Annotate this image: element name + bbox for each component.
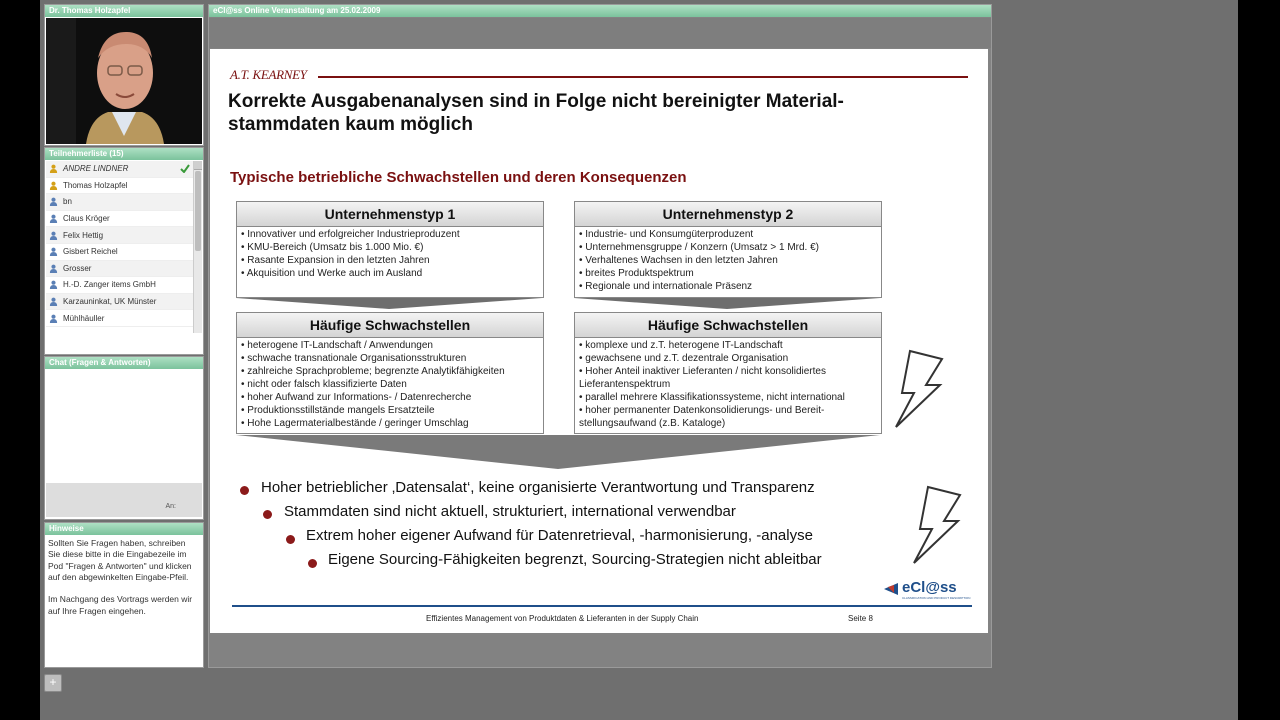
list-item: • hoher Aufwand zur Informations- / Datenrecherche [241, 392, 472, 403]
participant-row[interactable] [46, 227, 193, 244]
participant-row[interactable] [46, 310, 193, 327]
list-item: • parallel mehrere Klassifikationssysteme, nicht international [579, 392, 845, 403]
eclass-logo-icon [882, 581, 900, 597]
eclass-brand: eCl@ss [902, 579, 957, 596]
kearney-logo: A.T. KEARNEY [230, 67, 307, 82]
weak1-box [236, 312, 544, 434]
participant-name: Gisbert Reichel [63, 247, 118, 257]
participant-row[interactable] [46, 277, 193, 294]
footer-rule [232, 605, 972, 607]
user-icon [49, 197, 58, 206]
bullet-1: Hoher betrieblicher ‚Datensalat‘, keine organisierte Verantwortung und Transparenz [261, 479, 815, 496]
list-item: • breites Produktspektrum [579, 268, 694, 279]
logo-rule [318, 76, 968, 78]
arrow-connectors [236, 298, 882, 310]
chat-input-area[interactable] [46, 483, 202, 517]
list-item: • Akquisition und Werke auch im Ausland [241, 268, 423, 279]
user-icon [49, 297, 58, 306]
user-icon [49, 264, 58, 273]
host-user-icon [49, 181, 58, 190]
page-number: Seite 8 [848, 614, 873, 623]
bullet-dot [263, 510, 272, 519]
participant-row[interactable] [46, 194, 193, 211]
list-item: • KMU-Bereich (Umsatz bis 1.000 Mio. €) [241, 242, 424, 253]
type1-list [237, 227, 543, 281]
list-item: • Hoher Anteil inaktiver Lieferanten / nicht konsolidiertes Lieferantenspektrum [579, 366, 826, 390]
list-item: • gewachsene und z.T. dezentrale Organisation [579, 353, 789, 364]
participant-row[interactable] [46, 211, 193, 228]
eclass-logo [882, 579, 978, 603]
list-item: • Produktionsstillstände mangels Ersatzteile [241, 405, 435, 416]
merge-arrow [236, 435, 882, 471]
type2-heading: Unternehmenstyp 2 [575, 202, 881, 227]
lightning-bolt-icon [892, 349, 948, 429]
bullet-dot [308, 559, 317, 568]
list-item: • zahlreiche Sprachprobleme; begrenzte Analytikfähigkeiten [241, 366, 505, 377]
type2-list [575, 227, 881, 294]
user-icon [49, 247, 58, 256]
user-icon [49, 280, 58, 289]
list-item: • Verhaltenes Wachsen in den letzten Jahren [579, 255, 778, 266]
participant-name: Thomas Holzapfel [63, 180, 128, 190]
participant-list [46, 161, 193, 333]
list-item: • Unternehmensgruppe / Konzern (Umsatz > 1 Mrd. €) [579, 242, 819, 253]
list-item: • nicht oder falsch klassifizierte Daten [241, 379, 407, 390]
list-item: • hoher permanenter Datenkonsolidierungs- und Bereit- stellungsaufwand (z.B. Kataloge) [579, 405, 825, 429]
speaker-video [46, 18, 202, 144]
eclass-tagline: CLASSIFICATION AND PRODUCT DESCRIPTION [902, 596, 971, 600]
slide-title: Korrekte Ausgabenanalysen sind in Folge nicht bereinigter Material- stammdaten kaum möglich [228, 91, 844, 135]
participant-name: Felix Hettig [63, 230, 104, 240]
slide [210, 49, 988, 633]
bullet-dot [240, 486, 249, 495]
bullet-2: Stammdaten sind nicht aktuell, strukturiert, international verwendbar [284, 503, 736, 520]
hint-text: Sollten Sie Fragen haben, schreiben Sie diese bitte in die Eingabezeile im Pod "Fragen & Antworten" und klicken auf den abgewinkelten Eingabe-Pfeil. Im Nachgang des Vortrags werden wir auf Ihre Fragen eingehen. [48, 538, 193, 616]
webcam-pod-title: Dr. Thomas Holzapfel [45, 5, 203, 17]
list-item: • Innovativer und erfolgreicher Industrieproduzent [241, 229, 460, 240]
type2-box [574, 201, 882, 298]
participant-row[interactable] [46, 178, 193, 195]
hint-pod-title: Hinweise [45, 523, 203, 535]
participant-row[interactable] [46, 261, 193, 278]
host-user-icon [49, 164, 58, 173]
lightning-bolt-icon [910, 485, 966, 565]
weak2-list [575, 338, 881, 431]
chat-recipient-label[interactable]: An: [165, 503, 176, 510]
user-icon [49, 231, 58, 240]
check-icon [180, 164, 190, 173]
presentation-toolbar [209, 18, 991, 48]
slide-subtitle: Typische betriebliche Schwachstellen und deren Konsequenzen [230, 169, 687, 186]
participant-name: bn [63, 197, 72, 207]
presentation-bottom-bar [209, 635, 991, 667]
bullet-dot [286, 535, 295, 544]
participant-name: Grosser [63, 263, 92, 273]
bullet-3: Extrem hoher eigener Aufwand für Datenretrieval, -harmonisierung, -analyse [306, 527, 813, 544]
list-item: • Industrie- und Konsumgüterproduzent [579, 229, 754, 240]
webcam-pod [44, 4, 204, 146]
bullet-4: Eigene Sourcing-Fähigkeiten begrenzt, Sourcing-Strategien nicht ableitbar [328, 551, 822, 568]
type1-heading: Unternehmenstyp 1 [237, 202, 543, 227]
participant-name: Claus Kröger [63, 214, 110, 224]
type1-box [236, 201, 544, 298]
participant-scrollbar[interactable] [193, 161, 202, 333]
list-item: • heterogene IT-Landschaft / Anwendungen [241, 340, 433, 351]
weak2-box [574, 312, 882, 434]
user-icon [49, 214, 58, 223]
list-item: • Regionale und internationale Präsenz [579, 281, 753, 292]
weak2-heading: Häufige Schwachstellen [575, 313, 881, 338]
footer-text: Effizientes Management von Produktdaten & Lieferanten in der Supply Chain [426, 614, 699, 623]
user-icon [49, 314, 58, 323]
participant-name: Karzauninkat, UK Münster [63, 297, 157, 307]
participant-name: ANDRE LINDNER [63, 164, 129, 174]
chat-pod-title: Chat (Fragen & Antworten) [45, 357, 203, 369]
participants-pod [44, 147, 204, 355]
participants-pod-title: Teilnehmerliste (15) [45, 148, 203, 160]
participant-name: H.-D. Zanger items GmbH [63, 280, 156, 290]
list-item: • schwache transnationale Organisationsstrukturen [241, 353, 467, 364]
list-item: • komplexe und z.T. heterogene IT-Landschaft [579, 340, 783, 351]
connect-meeting-room [40, 0, 1238, 720]
plus-icon: + [49, 675, 57, 689]
chat-pod [44, 356, 204, 520]
list-item: • Rasante Expansion in den letzten Jahren [241, 255, 430, 266]
list-item: • Hohe Lagermaterialbestände / geringer Umschlag [241, 418, 469, 429]
weak1-heading: Häufige Schwachstellen [237, 313, 543, 338]
participant-row[interactable] [46, 161, 193, 178]
hint-pod [44, 522, 204, 668]
weak1-list [237, 338, 543, 431]
participant-row[interactable] [46, 244, 193, 261]
presentation-pod [208, 4, 992, 668]
add-pod-button[interactable] [44, 674, 62, 692]
participant-row[interactable] [46, 294, 193, 311]
participant-name: Mühlhäuller [63, 313, 105, 323]
presentation-pod-title: eCl@ss Online Veranstaltung am 25.02.2009 [209, 5, 991, 17]
